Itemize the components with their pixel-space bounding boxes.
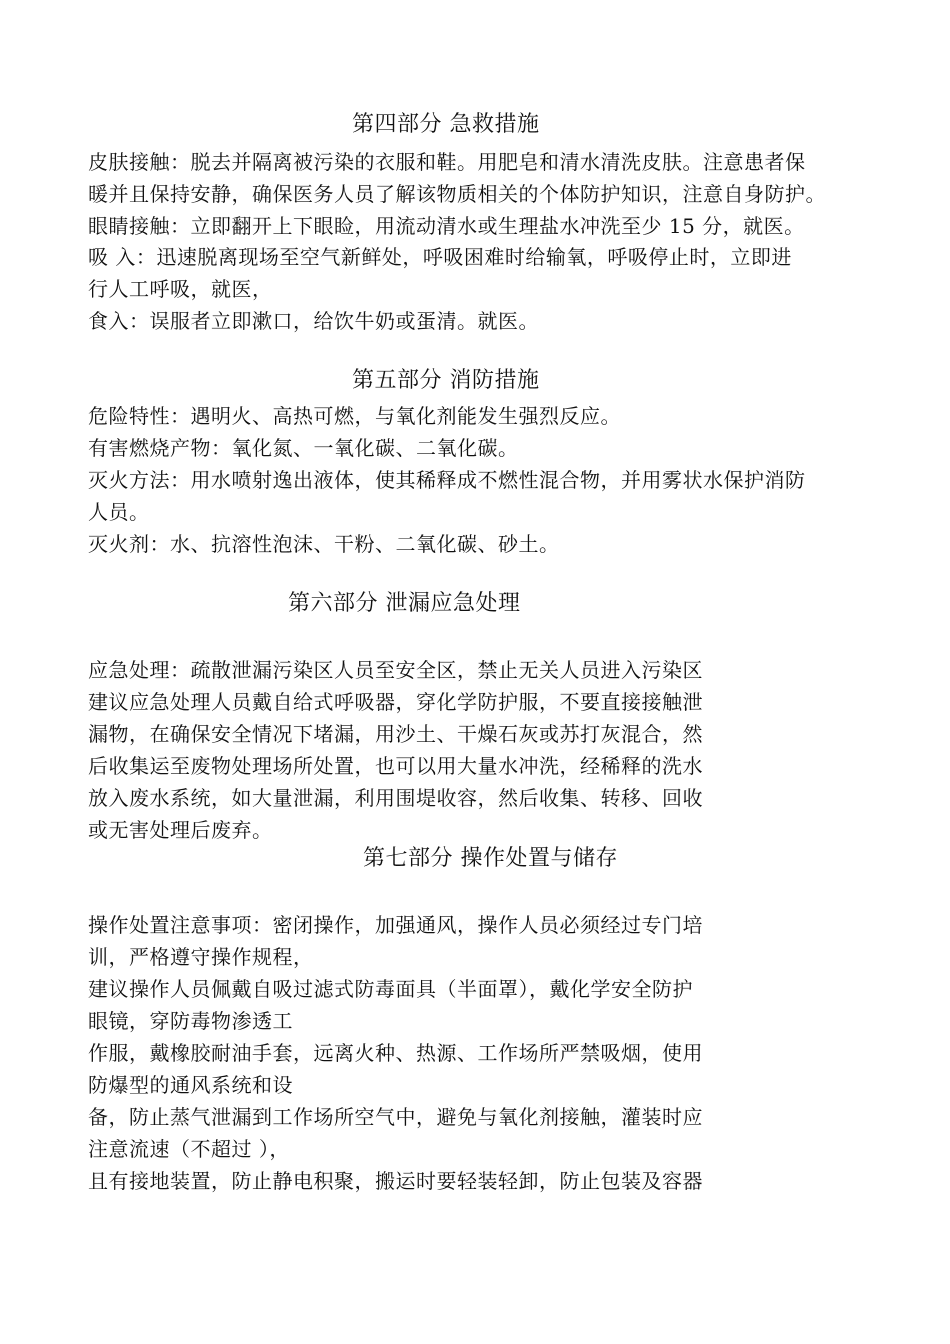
section-5-line-3: 灭火方法：用水喷射逸出液体，使其稀释成不燃性混合物，并用雾状水保护消防: [88, 468, 806, 492]
section-5-line-1: 危险特性：遇明火、高热可燃，与氧化剂能发生强烈反应。: [88, 404, 621, 428]
section-7-line-3: 建议操作人员佩戴自吸过滤式防毒面具（半面罩），戴化学安全防护: [88, 977, 693, 1001]
section-6-line-4: 后收集运至废物处理场所处置，也可以用大量水冲洗，经稀释的洗水: [88, 754, 703, 778]
section-7-line-2: 训，严格遵守操作规程，: [88, 945, 314, 969]
section-7-line-8: 注意流速（不超过 ），: [88, 1137, 290, 1161]
section-7-line-1: 操作处置注意事项：密闭操作，加强通风，操作人员必须经过专门培: [88, 913, 703, 937]
section-4-line-2: 暖并且保持安静，确保医务人员了解该物质相关的个体防护知识，注意自身防护。: [88, 182, 826, 206]
section-5-line-2: 有害燃烧产物：氧化氮、一氧化碳、二氧化碳。: [88, 436, 519, 460]
section-6-line-3: 漏物，在确保安全情况下堵漏，用沙土、干燥石灰或苏打灰混合，然: [88, 722, 703, 746]
section-4-line-6: 食入：误服者立即漱口，给饮牛奶或蛋清。就医。: [88, 309, 539, 333]
section-6-line-6: 或无害处理后废弃。: [88, 818, 273, 842]
section-7-line-7: 备，防止蒸气泄漏到工作场所空气中，避免与氧化剂接触，灌装时应: [88, 1105, 703, 1129]
section-4-line-1: 皮肤接触：脱去并隔离被污染的衣服和鞋。用肥皂和清水清洗皮肤。注意患者保: [88, 150, 806, 174]
section-6-line-2: 建议应急处理人员戴自给式呼吸器，穿化学防护服，不要直接接触泄: [88, 690, 703, 714]
section-5-title: 第五部分 消防措施: [352, 368, 540, 393]
section-7-line-4: 眼镜，穿防毒物渗透工: [88, 1009, 293, 1033]
section-6-line-5: 放入废水系统，如大量泄漏，利用围堤收容，然后收集、转移、回收: [88, 786, 703, 810]
section-4-title: 第四部分 急救措施: [352, 112, 540, 137]
section-5-line-5: 灭火剂：水、抗溶性泡沫、干粉、二氧化碳、砂土。: [88, 532, 560, 556]
section-7-line-6: 防爆型的通风系统和设: [88, 1073, 293, 1097]
section-7-title: 第七部分 操作处置与储存: [363, 846, 618, 871]
section-4-line-5: 行人工呼吸，就医，: [88, 277, 273, 301]
section-7-line-5: 作服，戴橡胶耐油手套，远离火种、热源、工作场所严禁吸烟，使用: [88, 1041, 703, 1065]
section-4-line-3: 眼睛接触：立即翻开上下眼睑，用流动清水或生理盐水冲洗至少 15 分，就医。: [88, 214, 805, 238]
section-4-line-4: 吸 入：迅速脱离现场至空气新鲜处，呼吸困难时给输氧，呼吸停止时，立即进: [88, 245, 792, 269]
section-5-line-4: 人员。: [88, 500, 150, 524]
section-6-title: 第六部分 泄漏应急处理: [288, 591, 521, 616]
section-6-line-1: 应急处理：疏散泄漏污染区人员至安全区，禁止无关人员进入污染区: [88, 658, 703, 682]
section-7-line-9: 且有接地装置，防止静电积聚，搬运时要轻装轻卸，防止包装及容器: [88, 1169, 703, 1193]
